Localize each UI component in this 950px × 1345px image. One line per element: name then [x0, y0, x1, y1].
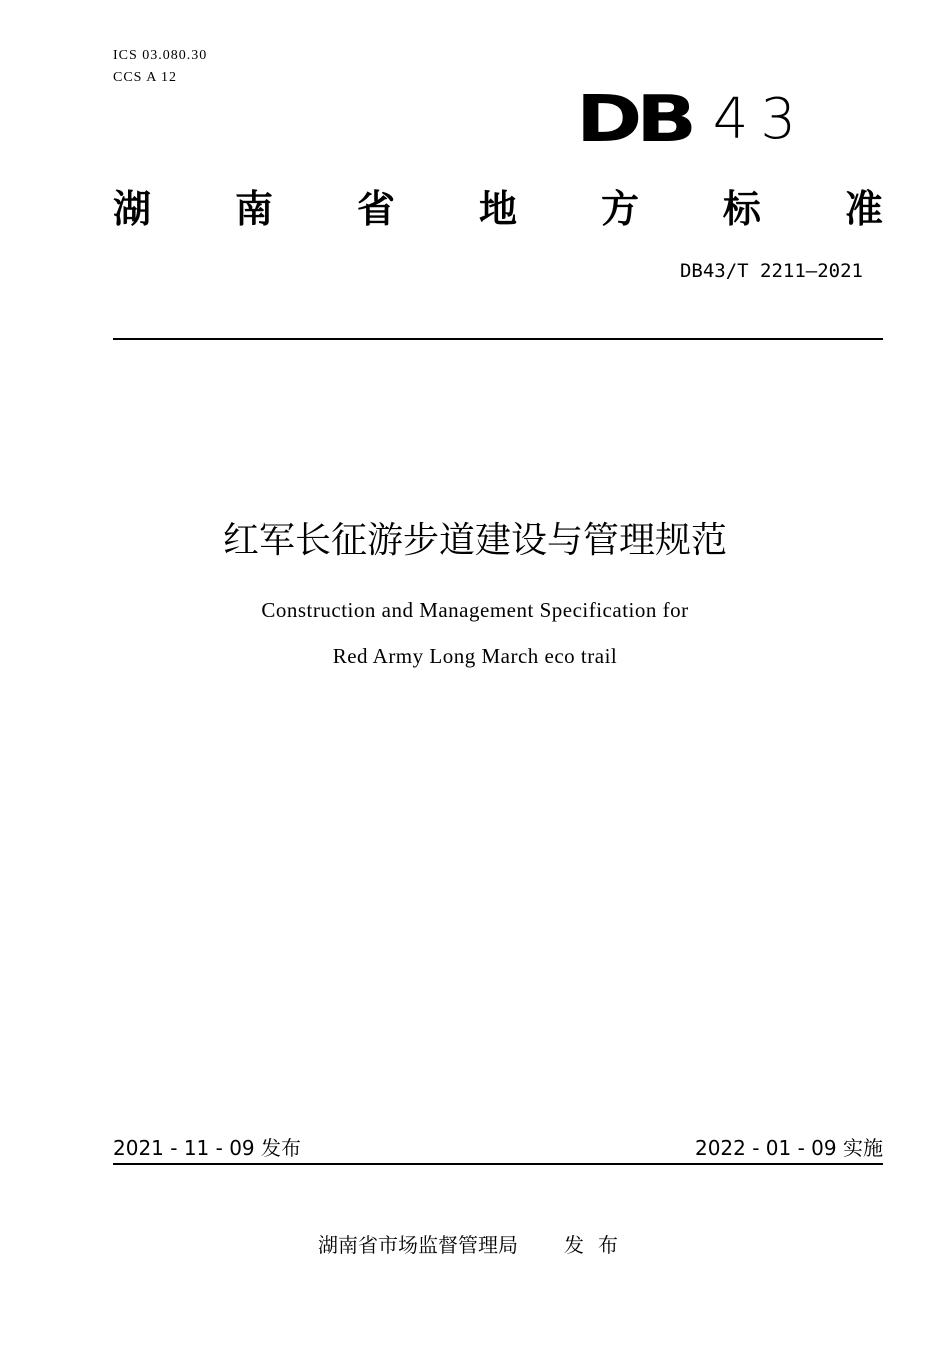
standard-type-char: 地 — [478, 187, 517, 231]
ics-code: ICS 03.080.30 — [113, 48, 208, 63]
standard-type-char: 南 — [234, 187, 273, 231]
standard-type — [113, 178, 883, 233]
standard-type-char: 湖 — [113, 187, 152, 231]
top-divider — [113, 338, 883, 340]
effective-date: 2022 - 01 - 09 实施 — [694, 1136, 883, 1160]
standard-type-char: 标 — [722, 187, 761, 231]
db-region-code: 43 — [712, 87, 808, 152]
db-mark — [575, 83, 808, 157]
standard-number: DB43/T 2211—2021 — [679, 260, 863, 282]
standard-type-char: 准 — [844, 187, 883, 231]
issuer-name: 湖南省市场监督管理局 — [318, 1233, 518, 1257]
title-english-line-1: Construction and Management Specification for — [261, 598, 689, 622]
classification-codes — [113, 45, 207, 89]
issuer-line — [0, 1229, 950, 1258]
standard-type-char: 方 — [600, 187, 639, 231]
issuer-action: 发布 — [564, 1233, 632, 1257]
title-chinese: 红军长征游步道建设与管理规范 — [222, 520, 727, 561]
date-row — [113, 1132, 883, 1161]
ccs-code: CCS A 12 — [113, 70, 178, 85]
standard-type-char: 省 — [356, 187, 395, 231]
title-english-line-2: Red Army Long March eco trail — [332, 644, 618, 668]
db-logo: DB — [575, 83, 691, 157]
issue-date: 2021 - 11 - 09 发布 — [113, 1136, 302, 1160]
bottom-divider — [113, 1163, 883, 1165]
